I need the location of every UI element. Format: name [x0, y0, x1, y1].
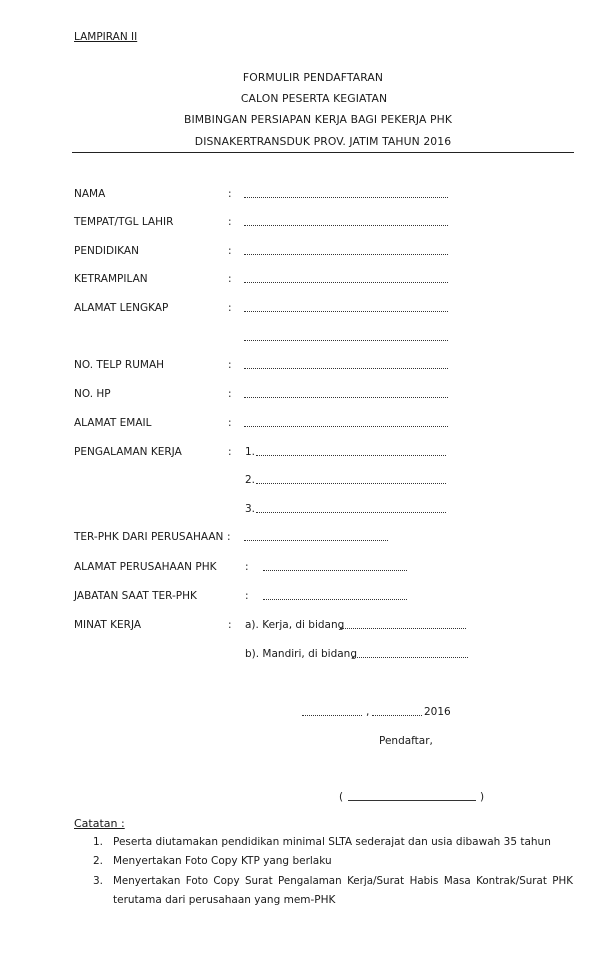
field-label-ter-phk: TER-PHK DARI PERUSAHAAN — [74, 531, 224, 543]
note-number: 2. — [93, 855, 104, 867]
note-text: Peserta diutamakan pendidikan minimal SLTA sederajat dan usia dibawah 35 tahun — [113, 836, 551, 848]
pengalaman-item-number: 3. — [245, 503, 256, 515]
colon: : — [228, 446, 232, 458]
field-label-pengalaman-kerja: PENGALAMAN KERJA — [74, 446, 182, 458]
note-text: Menyertakan Foto Copy Surat Pengalaman Kerja/Surat Habis Masa Kontrak/Surat PHK — [113, 875, 573, 887]
colon: : — [228, 359, 232, 371]
colon: : — [228, 302, 232, 314]
colon: : — [228, 245, 232, 257]
date-comma: , — [366, 706, 370, 718]
tempat-tgl-lahir-blank[interactable] — [244, 225, 448, 226]
place-blank[interactable] — [302, 715, 362, 716]
minat-kerja-blank[interactable] — [340, 628, 466, 629]
pengalaman-2-blank[interactable] — [256, 483, 446, 484]
field-label-tempat-tgl-lahir: TEMPAT/TGL LAHIR — [74, 216, 174, 228]
no-hp-blank[interactable] — [244, 397, 448, 398]
field-label-no-telp-rumah: NO. TELP RUMAH — [74, 359, 165, 371]
field-label-minat-kerja: MINAT KERJA — [74, 619, 142, 631]
form-title: FORMULIR PENDAFTARAN — [242, 71, 384, 84]
notes-title: Catatan : — [74, 817, 125, 830]
note-number: 1. — [93, 836, 104, 848]
signature-role: Pendaftar, — [379, 735, 433, 747]
minat-mandiri-blank[interactable] — [352, 657, 468, 658]
note-text: Menyertakan Foto Copy KTP yang berlaku — [113, 855, 332, 867]
minat-option-a-label: a). Kerja, di bidang — [245, 619, 345, 631]
colon: : — [245, 561, 249, 573]
colon: : — [228, 188, 232, 200]
colon: : — [228, 619, 232, 631]
alamat-perusahaan-blank[interactable] — [263, 570, 407, 571]
pengalaman-3-blank[interactable] — [256, 512, 446, 513]
field-label-alamat-email: ALAMAT EMAIL — [74, 417, 152, 429]
pengalaman-item-number: 2. — [245, 474, 256, 486]
program-title: BIMBINGAN PERSIAPAN KERJA BAGI PEKERJA PHK — [183, 113, 453, 126]
alamat-lengkap-blank-2[interactable] — [244, 340, 448, 341]
pengalaman-1-blank[interactable] — [256, 455, 446, 456]
colon: : — [228, 388, 232, 400]
note-number: 3. — [93, 875, 104, 887]
appendix-label: LAMPIRAN II — [74, 31, 138, 43]
nama-blank[interactable] — [244, 197, 448, 198]
note-text-continuation: terutama dari perusahaan yang mem-PHK — [113, 894, 336, 906]
ter-phk-blank[interactable] — [244, 540, 388, 541]
pengalaman-item-number: 1. — [245, 446, 256, 458]
ketrampilan-blank[interactable] — [244, 282, 448, 283]
colon: : — [228, 216, 232, 228]
field-label-no-hp: NO. HP — [74, 388, 111, 400]
no-telp-rumah-blank[interactable] — [244, 368, 448, 369]
header-divider — [72, 152, 574, 153]
field-label-jabatan: JABATAN SAAT TER-PHK — [74, 590, 197, 602]
signature-name-blank[interactable] — [348, 800, 476, 801]
date-blank[interactable] — [372, 715, 422, 716]
field-label-alamat-perusahaan: ALAMAT PERUSAHAAN PHK — [74, 561, 217, 573]
jabatan-blank[interactable] — [263, 599, 407, 600]
field-label-pendidikan: PENDIDIKAN — [74, 245, 139, 257]
colon: : — [227, 531, 231, 543]
signature-year: 2016 — [424, 706, 451, 718]
colon: : — [228, 417, 232, 429]
form-subtitle: CALON PESERTA KEGIATAN — [240, 92, 388, 105]
pendidikan-blank[interactable] — [244, 254, 448, 255]
organizer-title: DISNAKERTRANSDUK PROV. JATIM TAHUN 2016 — [194, 135, 452, 148]
minat-option-b-label: b). Mandiri, di bidang — [245, 648, 357, 660]
field-label-ketrampilan: KETRAMPILAN — [74, 273, 148, 285]
field-label-nama: NAMA — [74, 188, 106, 200]
colon: : — [245, 590, 249, 602]
alamat-lengkap-blank[interactable] — [244, 311, 448, 312]
colon: : — [228, 273, 232, 285]
alamat-email-blank[interactable] — [244, 426, 448, 427]
field-label-alamat-lengkap: ALAMAT LENGKAP — [74, 302, 169, 314]
signature-open-paren: ( — [339, 791, 344, 803]
signature-close-paren: ) — [480, 791, 485, 803]
